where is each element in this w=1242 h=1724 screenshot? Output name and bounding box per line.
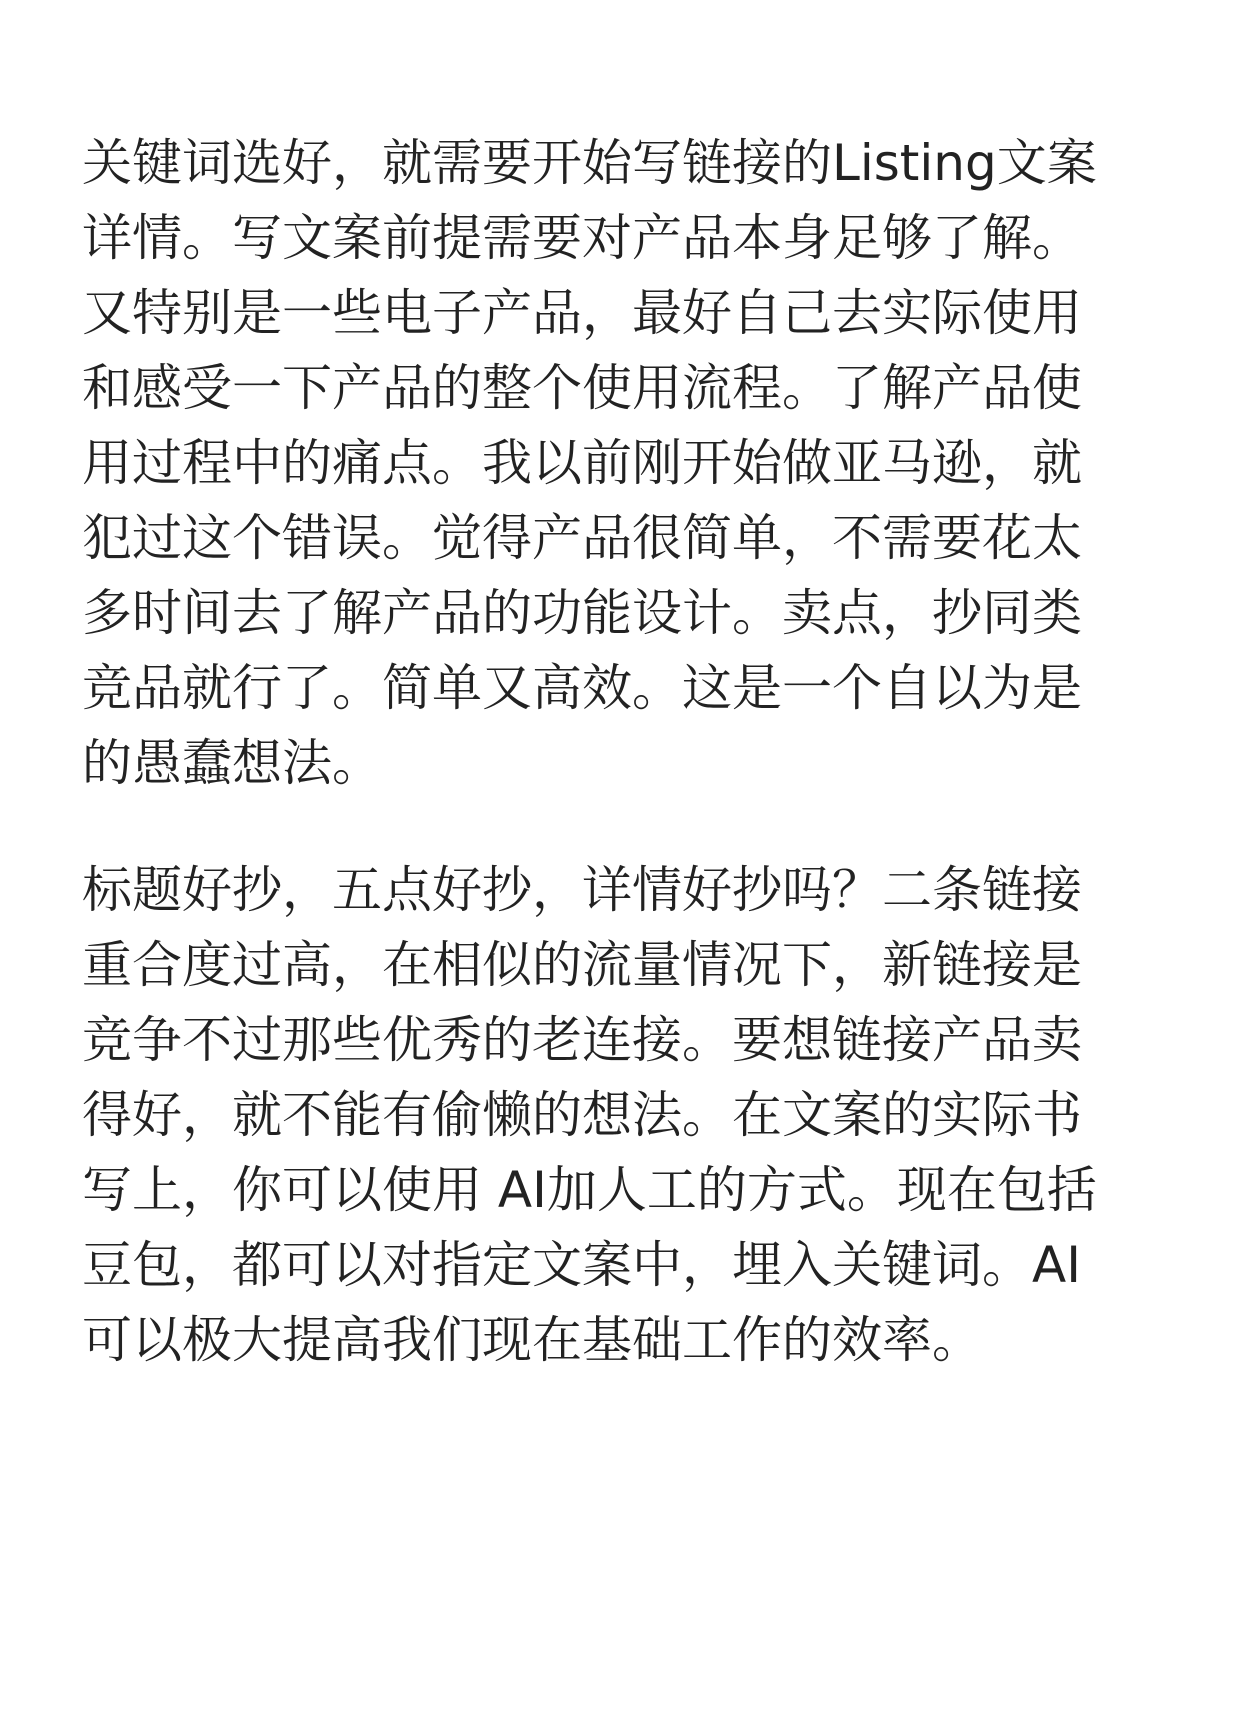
paragraph-line: 竞争不过那些优秀的老连接。要想链接产品卖 — [82, 1011, 1082, 1069]
paragraph-line: 写上，你可以使用 AI加人工的方式。现在包括 — [82, 1161, 1097, 1219]
paragraph-2 — [82, 853, 1162, 1378]
paragraph-line: 多时间去了解产品的功能设计。卖点，抄同类 — [82, 584, 1082, 642]
paragraph-line: 竞品就行了。简单又高效。这是一个自以为是 — [82, 659, 1082, 717]
paragraph-line: 得好，就不能有偷懒的想法。在文案的实际书 — [82, 1086, 1082, 1144]
paragraph-spacer — [82, 801, 1162, 853]
paragraph-line: 用过程中的痛点。我以前刚开始做亚马逊，就 — [82, 434, 1082, 492]
paragraph-line: 标题好抄，五点好抄，详情好抄吗？二条链接 — [82, 861, 1082, 919]
article-body — [82, 126, 1162, 1378]
paragraph-line: 关键词选好，就需要开始写链接的Listing文案 — [82, 134, 1097, 192]
paragraph-line: 的愚蠢想法。 — [82, 734, 382, 792]
paragraph-line: 可以极大提高我们现在基础工作的效率。 — [82, 1311, 982, 1369]
paragraph-line: 豆包，都可以对指定文案中，埋入关键词。AI — [82, 1236, 1081, 1294]
paragraph-line: 和感受一下产品的整个使用流程。了解产品使 — [82, 359, 1082, 417]
paragraph-line: 又特别是一些电子产品，最好自己去实际使用 — [82, 284, 1082, 342]
paragraph-1 — [82, 126, 1162, 801]
paragraph-line: 重合度过高，在相似的流量情况下，新链接是 — [82, 936, 1082, 994]
paragraph-line: 犯过这个错误。觉得产品很简单，不需要花太 — [82, 509, 1082, 567]
paragraph-line: 详情。写文案前提需要对产品本身足够了解。 — [82, 209, 1082, 267]
